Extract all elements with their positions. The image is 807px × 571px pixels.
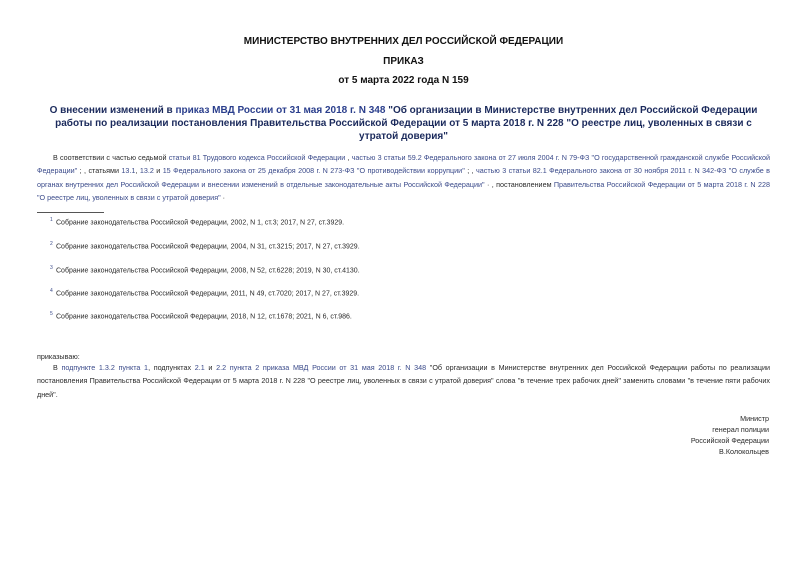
footnote-mark: 4 [50,288,53,294]
footnote-4 [50,287,359,298]
preamble-text: и [153,166,163,176]
title-link-order-348[interactable]: приказ МВД России от 31 мая 2018 г. N 348 [175,105,386,116]
footnote-text: Собрание законодательства Российской Федерации, 2002, N 1, ст.3; 2017, N 27, ст.3929. [56,219,345,227]
link-law-79fz[interactable]: частью 3 статьи 59.2 Федерального закона от 27 июля 2004 г. N 79-ФЗ "О государственной гражданской службе Российской Федерации" [37,153,770,176]
signature-name: В.Колокольцев [719,447,769,456]
footnote-1 [50,216,344,227]
doc-date-number: от 5 марта 2022 года N 159 [338,75,469,86]
preamble-text: · , постановлением [484,179,554,189]
preamble-text: ; , [464,166,477,176]
link-subpoint-1-3-2[interactable]: подпункте 1.3.2 пункта 1 [61,363,149,372]
doc-title [40,104,767,143]
footnote-text: Собрание законодательства Российской Федерации, 2008, N 52, ст.6228; 2019, N 30, ст.4130. [56,267,360,275]
title-prefix: О внесении изменений в [49,105,176,116]
link-labor-code[interactable]: статьи 81 Трудового кодекса Российской Федерации [168,153,346,162]
order-text: В [53,363,62,372]
footnote-mark: 3 [50,265,53,271]
order-label: приказываю: [37,352,80,361]
link-article-13-1[interactable]: 13.1 [121,166,136,176]
footnote-mark: 5 [50,311,53,317]
link-law-273fz[interactable]: 15 Федерального закона от 25 декабря 2008 г. N 273-ФЗ "О противодействии коррупции" [162,166,465,176]
link-order-348-point-2[interactable]: 2.2 пункта 2 приказа МВД России от 31 мая 2018 г. N 348 [216,363,427,372]
link-law-342fz[interactable]: частью 3 статьи 82.1 Федерального закона от 30 ноября 2011 г. N 342-ФЗ "О службе в органах внутренних дел Российской Федерации и внесении изменений в отдельные законодательные акты Российской Федерации" [37,166,770,189]
signature-rank: генерал полиции [712,425,769,434]
footnote-2 [50,240,360,251]
preamble-text: ; , статьями [77,166,122,176]
footnote-mark: 1 [50,217,53,223]
order-paragraph [37,361,770,401]
order-text: , подпунктах [148,363,195,372]
doc-type-heading: ПРИКАЗ [383,56,424,67]
footnote-5 [50,310,352,321]
preamble-text: В соответствии с частью седьмой [53,153,169,162]
order-text: "Об организации в Министерстве внутренних дел Российской Федерации работы по реализации постановления Правительства Российской Федерации от 5 марта 2018 г. N 228 "О реестре лиц, уволенных в связи с утратой доверия" слова "в течение трех рабочих дней" заменить словами "в течение пяти рабочих дней". [37,363,771,399]
title-suffix: "Об организации в Министерстве внутренних дел Российской Федерации работы по реализации постановления Правительства Российской Федерации от 5 марта 2018 г. N 228 "О реестре лиц, уволенных в связи с утратой доверия" [55,105,758,142]
footnote-text: Собрание законодательства Российской Федерации, 2018, N 12, ст.1678; 2021, N 6, ст.986. [56,313,352,321]
order-text: и [204,363,217,372]
footnote-separator [37,212,104,213]
signature-position: Министр [740,414,769,423]
preamble-paragraph [37,151,770,205]
link-article-13-2[interactable]: 13.2 [139,166,154,176]
footnote-3 [50,264,360,275]
preamble-text: , [135,166,140,176]
signature-country: Российской Федерации [690,436,769,445]
footnote-mark: 2 [50,241,53,247]
footnote-text: Собрание законодательства Российской Федерации, 2011, N 49, ст.7020; 2017, N 27, ст.3929. [56,290,360,298]
preamble-text: · [220,193,226,203]
preamble-text: , [345,153,352,162]
ministry-heading: МИНИСТЕРСТВО ВНУТРЕННИХ ДЕЛ РОССИЙСКОЙ ФЕДЕРАЦИИ [243,36,564,47]
footnote-text: Собрание законодательства Российской Федерации, 2004, N 31, ст.3215; 2017, N 27, ст.3929. [56,243,360,251]
link-resolution-228[interactable]: Правительства Российской Федерации от 5 марта 2018 г. N 228 "О реестре лиц, уволенных в связи с утратой доверия" [37,179,770,203]
link-subpoint-2-1[interactable]: 2.1 [194,363,205,372]
